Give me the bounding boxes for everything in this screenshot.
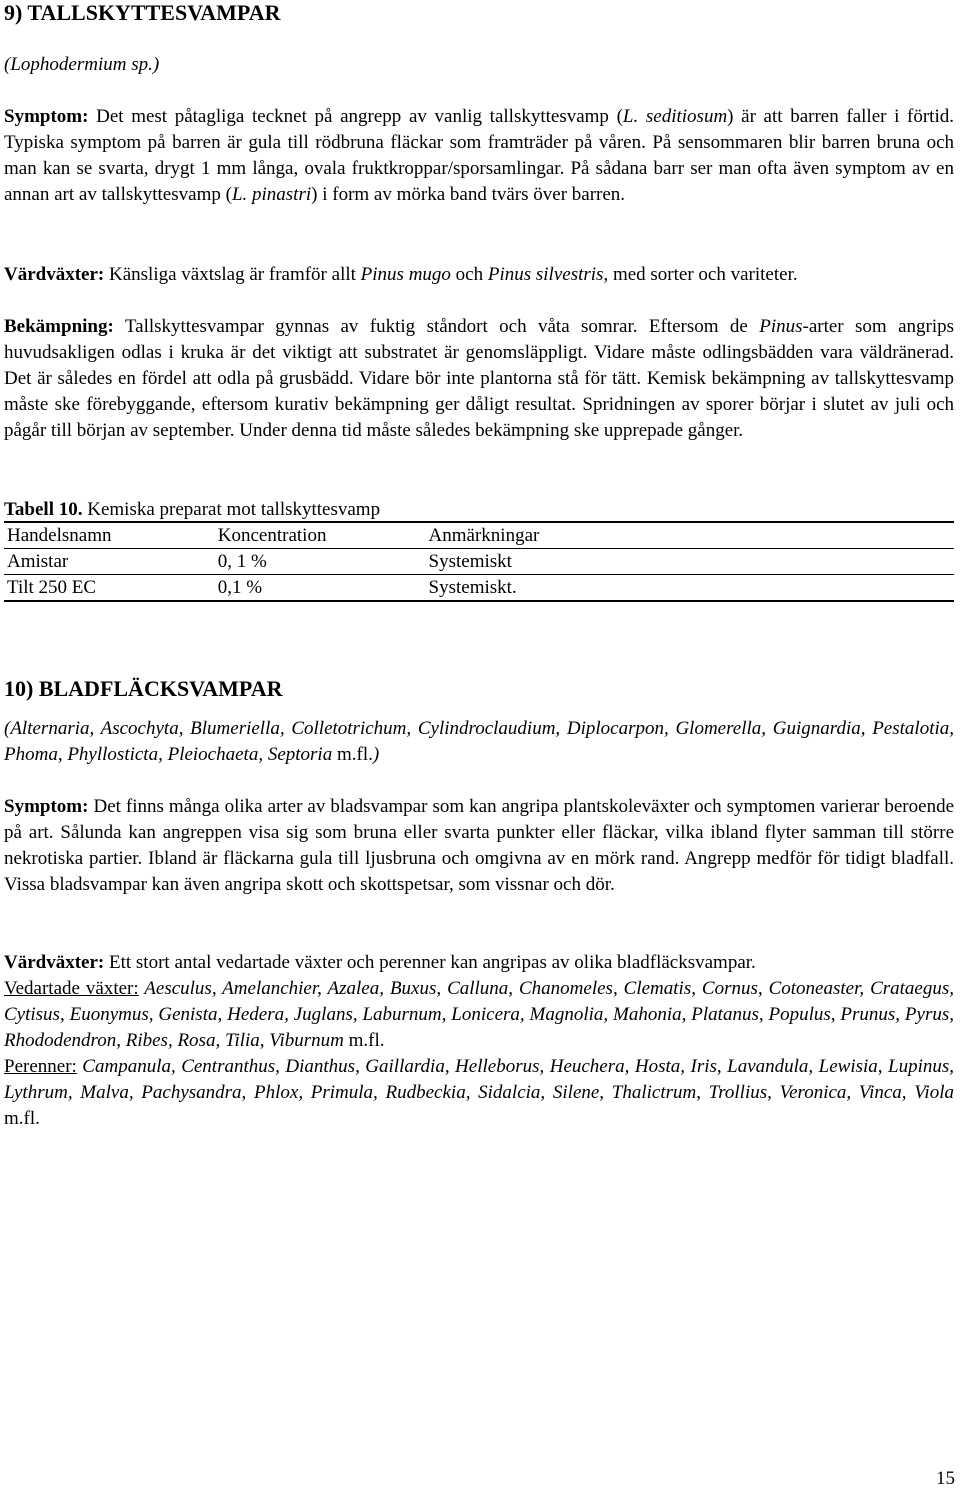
- section-10-hosts-intro: Värdväxter: Ett stort antal vedartade växter och perenner kan angripas av olika bladfläcksvampar.: [4, 952, 756, 973]
- perennial-label: Perenner:: [4, 1056, 77, 1077]
- perennials-list: Perenner: Campanula, Centranthus, Dianthus, Gaillardia, Helleborus, Heuchera, Hosta, Iris, Lavandula, Lewisia, Lupinus, Lythrum, Malva, Pachysandra, Phlox, Primula, Rudbeckia, Sidalcia, Silene, Thalictrum, Trollius, Veronica, Vinca, Viola m.fl.: [4, 1056, 954, 1129]
- table-cell: 0,1 %: [215, 575, 426, 602]
- control-label: Bekämpning:: [4, 316, 114, 337]
- section-9-symptom-paragraph: Symptom: Det mest påtagliga tecknet på angrepp av vanlig tallskyttesvamp (L. seditiosum) är att barren faller i förtid. Typiska symptom på barren är gula till rödbruna fläckar som framträder på våren. På sensommaren blir barren bruna och man kan se svarta, drygt 1 mm långa, ovala fruktkroppar/sporsamlingar. På sådana barr ser man ofta även symptom av en annan art av tallskyttesvamp (L. pinastri) i form av mörka band tvärs över barren.: [4, 106, 954, 205]
- section-10-hosts-block: [4, 950, 954, 1132]
- table-cell: Systemiskt.: [426, 575, 954, 602]
- symptom-label: Symptom:: [4, 106, 89, 127]
- chemicals-table: [4, 521, 954, 602]
- section-9-title: 9) TALLSKYTTESVAMPAR: [4, 0, 281, 25]
- table-header-row: [4, 522, 954, 549]
- section-9-latin-name: (Lophodermium sp.): [4, 54, 160, 75]
- table-header-cell: Handelsnamn: [4, 522, 215, 549]
- page-number: 15: [936, 1468, 955, 1489]
- woody-label: Vedartade växter:: [4, 978, 139, 999]
- table-cell: Systemiskt: [426, 549, 954, 575]
- table-cell: Amistar: [4, 549, 215, 575]
- section-10-title: 10) BLADFLÄCKSVAMPAR: [4, 676, 283, 701]
- table-row: [4, 575, 954, 602]
- section-9-hosts-paragraph: Värdväxter: Känsliga växtslag är framför allt Pinus mugo och Pinus silvestris, med sorter och variteter.: [4, 264, 798, 285]
- table-header-cell: Koncentration: [215, 522, 426, 549]
- section-10-latin-names: (Alternaria, Ascochyta, Blumeriella, Colletotrichum, Cylindroclaudium, Diplocarpon, Glomerella, Guignardia, Pestalotia, Phoma, Phyllosticta, Pleiochaeta, Septoria m.fl.): [4, 718, 954, 765]
- hosts-label: Värdväxter:: [4, 952, 105, 973]
- section-10-symptom-paragraph: Symptom: Det finns många olika arter av bladsvampar som kan angripa plantskoleväxter och symptomen varierar beroende på art. Sålunda kan angreppen visa sig som bruna eller svarta punkter eller fläckar, vilka ibland flyter samman till större nekrotiska partier. Ibland är fläckarna gula till ljusbruna och omgivna av en mörk rand. Angrepp medför för tidigt bladfall. Vissa bladsvampar kan även angripa skott och skottspetsar, som vissnar och dör.: [4, 796, 954, 895]
- symptom-label: Symptom:: [4, 796, 89, 817]
- table-caption: Tabell 10. Kemiska preparat mot tallskyttesvamp: [4, 499, 381, 520]
- section-9-control-paragraph: Bekämpning: Tallskyttesvampar gynnas av fuktig ståndort och våta somrar. Eftersom de Pinus-arter som angrips huvudsakligen odlas i kruka är det viktigt att substratet är genomsläppligt. Vidare måste odlingsbädden vara väldränerad. Det är således en fördel att odla på grusbädd. Vidare bör inte plantorna stå för tätt. Kemisk bekämpning av tallskyttesvamp måste ske förebyggande, eftersom kurativ bekämpning ger dåligt resultat. Spridningen av sporer börjar i slutet av juli och pågår till början av september. Under denna tid måste således bekämpning ske upprepade gånger.: [4, 316, 955, 441]
- table-cell: 0, 1 %: [215, 549, 426, 575]
- table-row: [4, 549, 954, 575]
- table-cell: Tilt 250 EC: [4, 575, 215, 602]
- woody-plants-list: Vedartade växter: Aesculus, Amelanchier, Azalea, Buxus, Calluna, Chanomeles, Clematis, Cornus, Cotoneaster, Crataegus, Cytisus, Euonymus, Genista, Hedera, Juglans, Laburnum, Lonicera, Magnolia, Mahonia, Platanus, Populus, Prunus, Pyrus, Rhododendron, Ribes, Rosa, Tilia, Viburnum m.fl.: [4, 978, 954, 1051]
- hosts-label: Värdväxter:: [4, 264, 105, 285]
- table-header-cell: Anmärkningar: [426, 522, 954, 549]
